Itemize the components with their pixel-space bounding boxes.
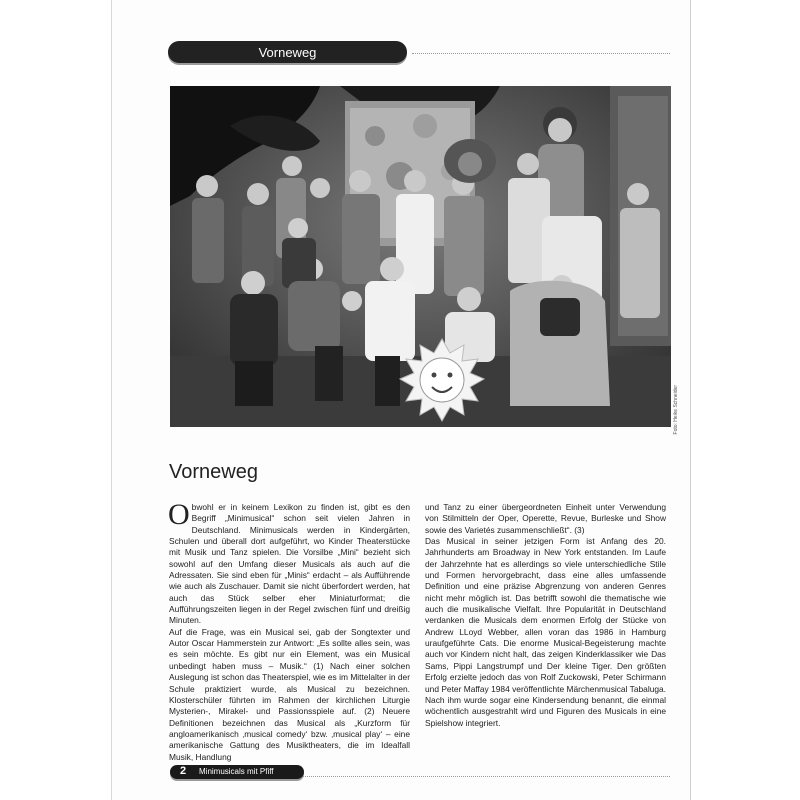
section-header-pill	[168, 41, 407, 63]
section-header-label: Vorneweg	[258, 45, 317, 60]
page-number: 2	[180, 765, 187, 777]
text-column-right	[425, 502, 666, 729]
running-footer-title: Minimusicals mit Pfiff	[199, 767, 274, 776]
footer-dotted-rule	[302, 776, 670, 777]
footer-pill	[170, 765, 304, 779]
group-photo	[170, 86, 671, 427]
photo-credit: Foto: Heike Schneider	[673, 385, 679, 435]
drop-cap: O	[168, 498, 190, 531]
paragraph: und Tanz zu einer übergeordneten Einheit unter Verwendung von Stilmitteln der Oper, Operette, Revue, Burleske und Show sowie des Varietés zusammenschließt“. (3)	[425, 502, 666, 535]
paragraph: Das Musical in seiner jetzigen Form ist Anfang des 20. Jahrhunderts am Broadway in New York entstanden. Im Laufe der Jahrzehnte hat es allerdings so viele unterschiedliche Stile und Formen hervorgebracht, dass eine alles umfassende Definition und eine präzise Abgrenzung von anderen Genres nicht mehr möglich ist. Das betrifft sowohl die thematische wie auch die musikalische Vielfalt. Ihre Popularität in Deutschland verdanken die Musicals dem enormen Erfolg der Stücke von Andrew LLoyd Webber, allen voran das 1986 in Hamburg uraufgeführte Cats. Die enorme Musical-Begeisterung machte auch vor Kindern nicht halt, das zeigen Kinderklassiker wie Das Sams, Pippi Langstrumpf und Der kleine Tiger. Den größten Erfolg erzielte jedoch das von Rolf Zuckowski, Peter Schirmann und Peter Maffay 1984 veröffentlichte Märchenmusical Tabaluga. Nach ihm wurde sogar eine Kindersendung benannt, die einmal wöchentlich ausgestrahlt wird und Figuren des Musicals in eine Spielshow integriert.	[425, 536, 666, 728]
text-column-left	[168, 498, 410, 763]
article-title: Vorneweg	[169, 461, 258, 483]
header-dotted-rule	[412, 53, 670, 54]
group-photo-image	[170, 86, 671, 427]
paragraph: Auf die Frage, was ein Musical sei, gab der Songtexter und Autor Oscar Hammerstein zur Antwort: „Es sollte alles sein, was es sein möchte. Es gibt nur ein Element, was ein Musical unbedingt haben muss – Musik.“ (1) Nach einer solchen Auslegung ist schon das Theaterspiel, wie es im Mittelalter in der Schule praktiziert wurde, als Musical zu bezeichnen. Klosterschüler führten im Rahmen der kirchlichen Liturgie Mysterien-, Mirakel- und Passionsspiele auf. (2) Neuere Definitionen bezeichnen das Musical als „Kurzform für angloamerikanisch ‚musical comedy‘ bzw. ‚musical play‘ – eine amerikanische Gattung des Musiktheaters, die im Idealfall Musik, Handlung	[169, 626, 410, 762]
paragraph: bwohl er in keinem Lexikon zu finden ist, gibt es den Begriff „Minimusical“ schon seit vielen Jahren in Deutschland. Minimusicals werden in Kindergärten, Schulen und überall dort aufgeführt, wo Kinder Theaterstücke mit Musik und Tanz spielen. Die Vorsilbe „Mini“ bezieht sich sowohl auf den Umfang dieser Musicals als auch auf die Adressaten. Sie sind eben für „Minis“ erdacht – als Aufführende wie auch als Zuschauer. Damit sie nicht überfordert werden, hat auch das Stück selber eher Miniaturformat; die Aufführungszeiten liegen in der Regel zwischen fünf und dreißig Minuten.	[169, 502, 410, 626]
